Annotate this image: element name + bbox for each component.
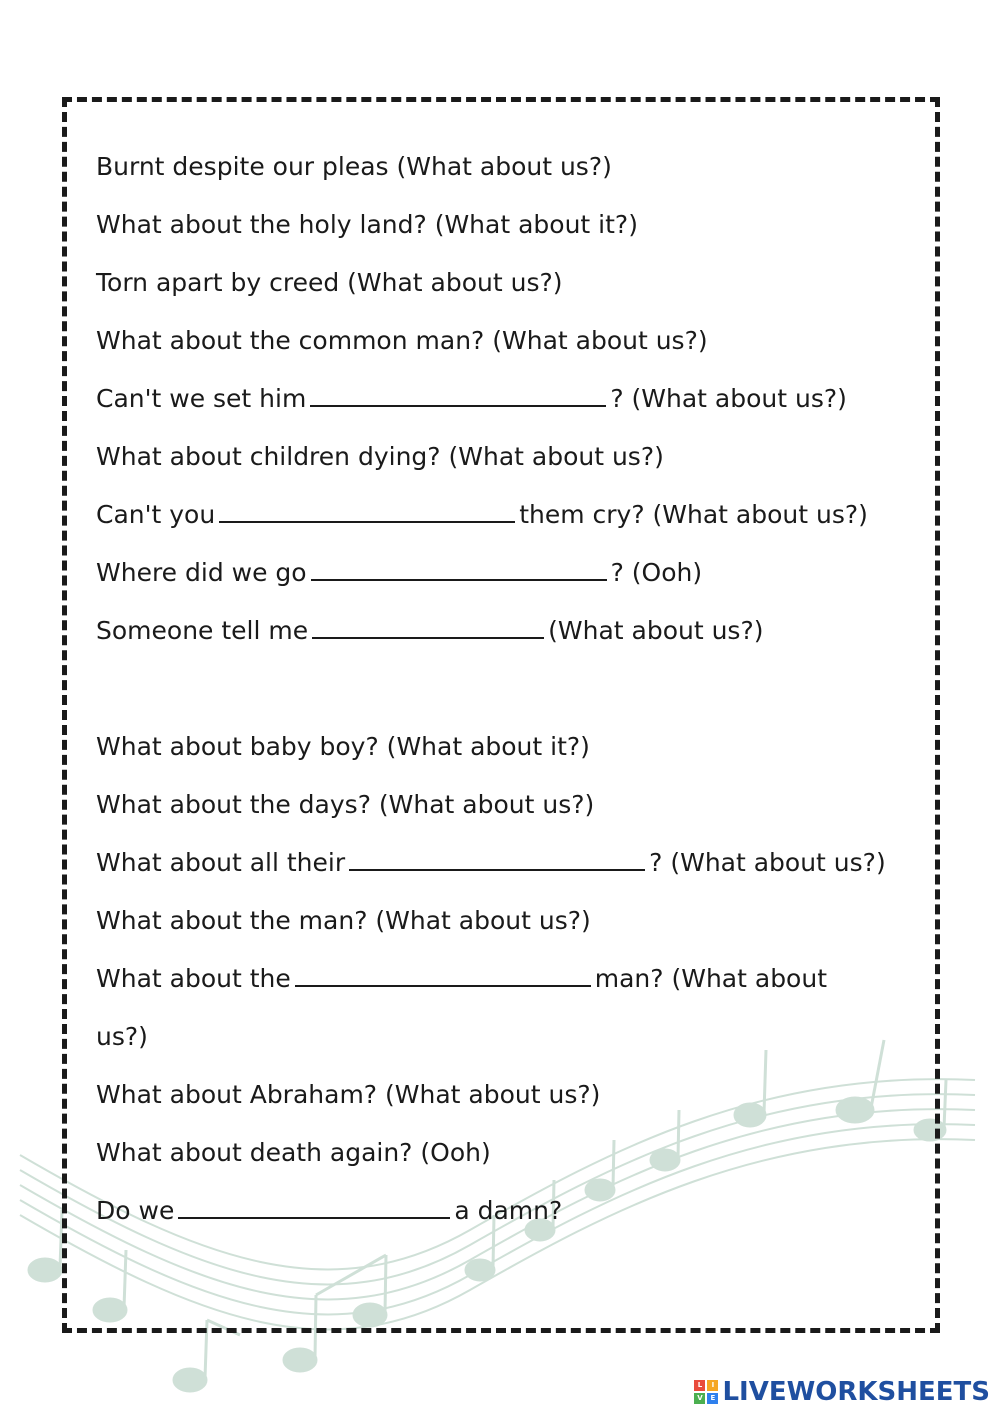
fill-in-blank[interactable] (312, 617, 544, 639)
lyric-line (96, 836, 926, 894)
liveworksheets-logo (694, 1376, 990, 1408)
lyrics-worksheet (96, 140, 926, 1242)
lyric-text: What about all their (96, 848, 346, 877)
lyric-text: us?) (96, 1022, 148, 1051)
lyric-text: Torn apart by creed (What about us?) (96, 268, 563, 297)
lyric-line (96, 1010, 926, 1068)
lyric-line (96, 952, 926, 1010)
lyric-text: Someone tell me (96, 616, 309, 645)
lyric-text: (What about us?) (548, 616, 764, 645)
logo-letter: L (694, 1380, 705, 1391)
lyric-line (96, 1184, 926, 1242)
lyric-text: Can't we set him (96, 384, 307, 413)
lyric-line (96, 372, 926, 430)
lyric-line (96, 430, 926, 488)
lyric-line (96, 894, 926, 952)
lyric-text: What about the (96, 964, 291, 993)
lyric-text: them cry? (What about us?) (519, 500, 868, 529)
logo-squares-icon (694, 1380, 718, 1404)
lyric-text: What about the days? (What about us?) (96, 790, 595, 819)
stanza-gap (96, 662, 926, 720)
lyric-text: man? (What about (594, 964, 828, 993)
fill-in-blank[interactable] (178, 1197, 450, 1219)
lyric-line (96, 140, 926, 198)
fill-in-blank[interactable] (311, 559, 607, 581)
lyric-line (96, 198, 926, 256)
lyric-text: What about baby boy? (What about it?) (96, 732, 590, 761)
lyric-line (96, 778, 926, 836)
lyric-text: ? (Ooh) (610, 558, 703, 587)
lyric-text: What about the man? (What about us?) (96, 906, 591, 935)
lyric-text: ? (What about us?) (610, 384, 847, 413)
lyric-text: Burnt despite our pleas (What about us?) (96, 152, 612, 181)
fill-in-blank[interactable] (219, 501, 515, 523)
lyric-line (96, 1068, 926, 1126)
logo-letter: V (694, 1393, 705, 1404)
lyric-text: What about Abraham? (What about us?) (96, 1080, 601, 1109)
lyric-line (96, 256, 926, 314)
lyric-text: a damn? (454, 1196, 563, 1225)
lyric-line (96, 604, 926, 662)
lyric-line (96, 1126, 926, 1184)
fill-in-blank[interactable] (310, 385, 606, 407)
lyric-line (96, 314, 926, 372)
lyric-line (96, 720, 926, 778)
lyric-text: Where did we go (96, 558, 307, 587)
lyric-text: What about children dying? (What about us?) (96, 442, 664, 471)
lyric-text: What about death again? (Ooh) (96, 1138, 491, 1167)
lyric-line (96, 546, 926, 604)
lyric-text: Can't you (96, 500, 216, 529)
brand-name: LIVEWORKSHEETS (722, 1377, 990, 1407)
lyric-text: What about the holy land? (What about it?) (96, 210, 638, 239)
lyric-text: ? (What about us?) (649, 848, 886, 877)
logo-letter: E (707, 1393, 718, 1404)
fill-in-blank[interactable] (295, 965, 591, 987)
lyric-text: What about the common man? (What about us?) (96, 326, 708, 355)
lyric-text: Do we (96, 1196, 175, 1225)
logo-letter: I (707, 1380, 718, 1391)
lyric-line (96, 488, 926, 546)
fill-in-blank[interactable] (349, 849, 645, 871)
